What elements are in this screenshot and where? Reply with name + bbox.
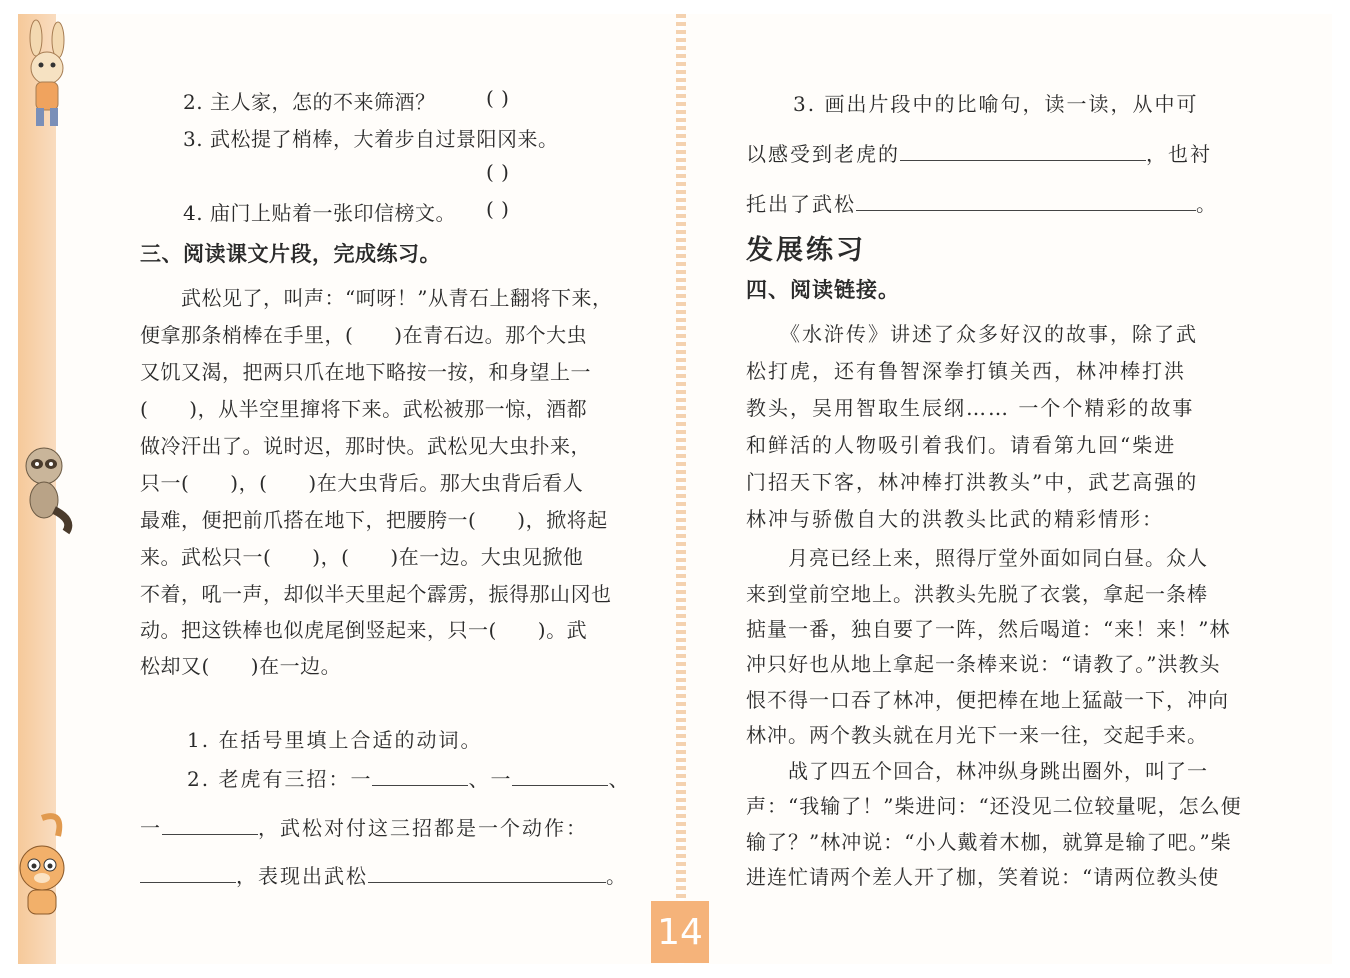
task-2-line-1 (187, 763, 630, 792)
question-end: 。 (1196, 192, 1218, 216)
question-text: ，也衬 (1146, 142, 1212, 166)
passage-line: 又饥又渴，把两只爪在地下略按一按，和身望上一 (140, 360, 591, 384)
intro-line: 《水浒传》讲述了众多好汉的故事，除了武 (746, 322, 1198, 346)
answer-blank[interactable] (140, 864, 236, 883)
question-text: 托出了武松 (746, 192, 856, 216)
intro-line: 林冲与骄傲自大的洪教头比武的精彩情形： (746, 507, 1164, 531)
left-question-2-answer: ( ) (486, 86, 510, 110)
answer-blank[interactable] (900, 142, 1146, 161)
story-line: 来到堂前空地上。洪教头先脱了衣裳，拿起一条棒 (746, 582, 1208, 606)
tiger-icon (12, 810, 78, 920)
task-2-prefix: 一 (140, 816, 162, 840)
answer-blank[interactable] (372, 767, 468, 786)
intro-line: 教头，吴用智取生辰纲…… 一个个精彩的故事 (746, 396, 1195, 420)
question-text: 以感受到老虎的 (746, 142, 900, 166)
story-line: 冲只好也从地上拿起一条棒来说：“请教了。”洪教头 (746, 652, 1221, 676)
left-question-3-answer: ( ) (486, 160, 510, 184)
story-line: 月亮已经上来，照得厅堂外面如同白昼。众人 (746, 546, 1208, 570)
task-2-text: 2. 老虎有三招：一 (187, 767, 373, 791)
section-3-title: 三、阅读课文片段，完成练习。 (140, 241, 441, 266)
story-line: 战了四五个回合，林冲纵身跳出圈外，叫了一 (746, 759, 1208, 783)
story-line: 恨不得一口吞了林冲，便把棒在地上猛敲一下，冲向 (746, 688, 1229, 712)
passage-line: ( )，从半空里撺将下来。武松被那一惊，酒都 (140, 397, 588, 421)
left-question-4-answer: ( ) (486, 197, 510, 221)
answer-blank[interactable] (162, 816, 258, 835)
task-1: 1. 在括号里填上合适的动词。 (187, 728, 483, 752)
rabbit-icon (14, 18, 78, 130)
story-line: 进连忙请两个差人开了枷，笑着说：“请两位教头使 (746, 865, 1220, 889)
page-divider (676, 14, 686, 904)
right-question-3: 3. 画出片段中的比喻句，读一读，从中可 (793, 92, 1199, 116)
task-2-separator: 、 (608, 767, 631, 791)
passage-line: 来。武松只一( )，( )在一边。大虫见掀他 (140, 545, 584, 569)
task-2-line-2 (140, 812, 588, 841)
passage-line: 不着，吼一声，却似半天里起个霹雳，振得那山冈也 (140, 582, 612, 606)
right-question-3-line-2 (746, 138, 1212, 167)
passage-line: 做冷汗出了。说时迟，那时快。武松见大虫扑来， (140, 434, 591, 458)
passage-line: 动。把这铁棒也似虎尾倒竖起来，只一( )。武 (140, 618, 588, 642)
left-question-4-text: 4. 庙门上贴着一张印信榜文。 (183, 201, 456, 225)
task-2-line-3 (140, 860, 628, 889)
story-line: 输了？”林冲说：“小人戴着木枷，就算是输了吧。”柴 (746, 830, 1232, 854)
answer-blank[interactable] (856, 192, 1196, 211)
answer-blank[interactable] (512, 767, 608, 786)
story-line: 掂量一番，独自要了一阵，然后喝道：“来！来！”林 (746, 617, 1231, 641)
left-question-2-text: 2. 主人家，怎的不来筛酒？ (183, 90, 436, 114)
passage-line: 便拿那条梢棒在手里，( )在青石边。那个大虫 (140, 323, 588, 347)
page-number: 14 (651, 901, 709, 963)
story-line: 林冲。两个教头就在月光下一来一往，交起手来。 (746, 723, 1208, 747)
left-question-2 (183, 86, 435, 115)
task-2-text: ，表现出武松 (236, 864, 368, 888)
raccoon-icon (14, 440, 78, 536)
intro-line: 门招天下客，林冲棒打洪教头”中，武艺高强的 (746, 470, 1199, 494)
passage-line: 武松见了，叫声：“呵呀！”从青石上翻将下来， (140, 286, 613, 310)
task-2-separator: 、一 (468, 767, 513, 791)
passage-line: 最难，便把前爪搭在地下，把腰胯一( )，掀将起 (140, 508, 608, 532)
passage-line: 松却又( )在一边。 (140, 654, 342, 678)
story-line: 声：“我输了！”柴进问：“还没见二位较量呢，怎么便 (746, 794, 1242, 818)
answer-blank[interactable] (368, 864, 606, 883)
section-4-title: 四、阅读链接。 (746, 277, 900, 302)
right-question-3-line-3 (746, 188, 1218, 217)
development-exercise-title: 发展练习 (746, 235, 866, 266)
intro-line: 和鲜活的人物吸引着我们。请看第九回“柴进 (746, 433, 1177, 457)
task-2-end: 。 (606, 864, 628, 888)
left-question-3-text: 3. 武松提了梢棒，大着步自过景阳冈来。 (183, 127, 559, 151)
intro-line: 松打虎，还有鲁智深拳打镇关西，林冲棒打洪 (746, 359, 1186, 383)
passage-line: 只一( )，( )在大虫背后。那大虫背后看人 (140, 471, 584, 495)
task-2-text: ，武松对付这三招都是一个动作： (258, 816, 588, 840)
